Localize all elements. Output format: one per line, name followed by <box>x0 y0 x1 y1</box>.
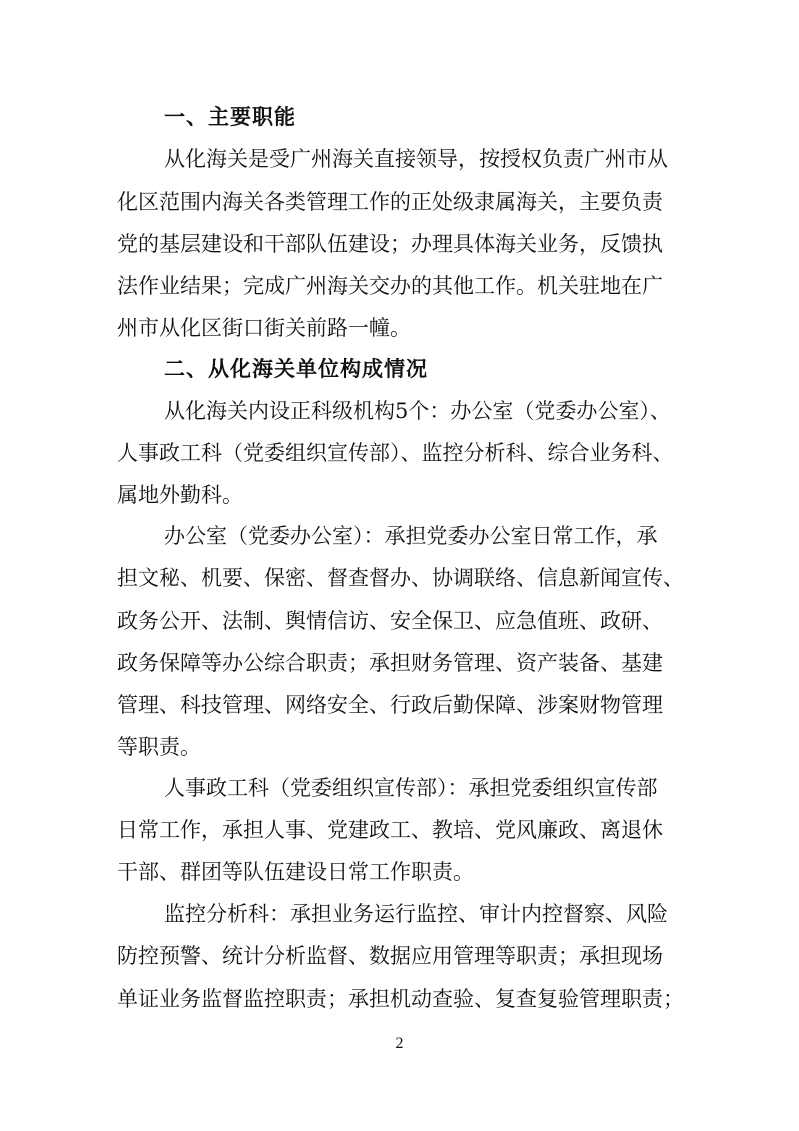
page-number: 2 <box>395 1035 404 1052</box>
paragraph-line: 管理、科技管理、网络安全、行政后勤保障、涉案财物管理 <box>117 693 663 717</box>
paragraph-line: 防控预警、统计分析监督、数据应用管理等职责；承担现场 <box>117 944 663 968</box>
paragraph-line: 单证业务监督监控职责；承担机动查验、复查复验管理职责； <box>117 987 684 1011</box>
section-heading-main-functions: 一、主要职能 <box>164 105 296 129</box>
paragraph-line: 人事政工科（党委组织宣传部）：承担党委组织宣传部 <box>164 776 658 800</box>
paragraph-line: 干部、群团等队伍建设日常工作职责。 <box>117 860 474 884</box>
paragraph-line: 担文秘、机要、保密、督查督办、协调联络、信息新闻宣传、 <box>117 566 684 590</box>
paragraph-line: 州市从化区街口街关前路一幢。 <box>117 316 411 340</box>
paragraph-line: 等职责。 <box>117 735 201 759</box>
paragraph-line: 办公室（党委办公室）：承担党委办公室日常工作，承 <box>164 524 658 548</box>
paragraph-line: 人事政工科（党委组织宣传部）、监控分析科、综合业务科、 <box>117 441 674 465</box>
paragraph-line: 化区范围内海关各类管理工作的正处级隶属海关，主要负责 <box>117 190 663 214</box>
paragraph-line: 政务公开、法制、舆情信访、安全保卫、应急值班、政研、 <box>117 609 663 633</box>
paragraph-line: 从化海关是受广州海关直接领导，按授权负责广州市从 <box>164 147 668 171</box>
paragraph-line: 政务保障等办公综合职责；承担财务管理、资产装备、基建 <box>117 651 663 675</box>
paragraph-line: 监控分析科：承担业务运行监控、审计内控督察、风险 <box>164 902 668 926</box>
paragraph-line: 日常工作，承担人事、党建政工、教培、党风廉政、离退休 <box>117 818 663 842</box>
paragraph-line: 法作业结果；完成广州海关交办的其他工作。机关驻地在广 <box>117 274 663 298</box>
paragraph-line: 从化海关内设正科级机构5个：办公室（党委办公室）、 <box>164 399 671 423</box>
paragraph-line: 属地外勤科。 <box>117 483 243 507</box>
section-heading-unit-composition: 二、从化海关单位构成情况 <box>164 357 428 381</box>
paragraph-line: 党的基层建设和干部队伍建设；办理具体海关业务，反馈执 <box>117 232 663 256</box>
